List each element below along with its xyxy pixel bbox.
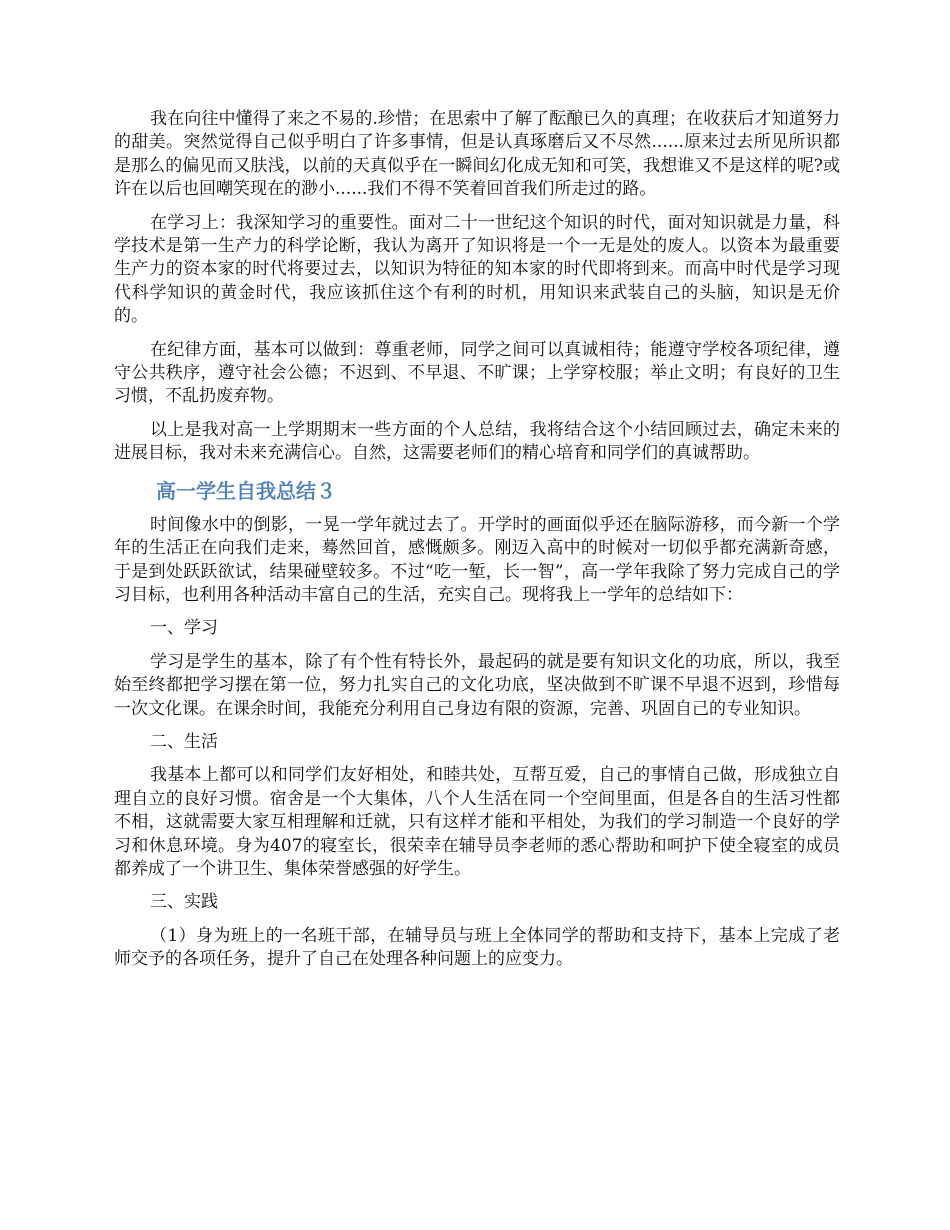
paragraph-part2: 我基本上都可以和同学们友好相处，和睦共处，互帮互爱，自己的事情自己做，形成独立自理自立的良好习惯。宿舍是一个大集体，八个人生活在同一个空间里面，但是各自的生活习性都不相，这就需要大家互相理解和迁就，只有这样才能和平相处，为我们的学习制造一个良好的学习和休息环境。身为407的寝室长，很荣幸在辅导员李老师的悉心帮助和呵护下使全寝室的成员都养成了一个讲卫生、集体荣誉感强的好学生。	[114, 765, 840, 879]
subheading-study: 一、学习	[150, 618, 218, 639]
document-page	[114, 108, 840, 982]
paragraph-discipline: 在纪律方面，基本可以做到：尊重老师，同学之间可以真诚相待；能遵守学校各项纪律，遵守公共秩序，遵守社会公德；不迟到、不早退、不旷课；上学穿校服；举止文明；有良好的卫生习惯，不乱扔废弃物。	[114, 339, 840, 407]
paragraph-reflection: 我在向往中懂得了来之不易的.珍惜；在思索中了解了酝酿已久的真理；在收获后才知道努力的甜美。突然觉得自己似乎明白了许多事情，但是认真琢磨后又不尽然......原来过去所见所识都是那么的偏见而又肤浅，以前的天真似乎在一瞬间幻化成无知和可笑，我想谁又不是这样的呢?或许在以后也回嘲笑现在的渺小......我们不得不笑着回首我们所走过的路。	[114, 109, 840, 200]
subheading-practice: 三、实践	[150, 892, 218, 913]
paragraph-conclusion: 以上是我对高一上学期期末一些方面的个人总结，我将结合这个小结回顾过去，确定未来的进展目标，我对未来充满信心。自然，这需要老师们的精心培育和同学们的真诚帮助。	[114, 419, 840, 464]
paragraph-study: 在学习上：我深知学习的重要性。面对二十一世纪这个知识的时代，面对知识就是力量，科学技术是第一生产力的科学论断，我认为离开了知识将是一个一无是处的废人。以资本为最重要生产力的资本家的时代将要过去，以知识为特征的知本家的时代即将到来。而高中时代是学习现代科学知识的黄金时代，我应该抓住这个有利的时机，用知识来武装自己的头脑，知识是无价的。	[114, 212, 840, 327]
subheading-life: 二、生活	[150, 731, 218, 752]
paragraph-intro: 时间像水中的倒影，一晃一学年就过去了。开学时的画面似乎还在脑际游移，而今新一个学年的生活正在向我们走来，蓦然回首，感慨颇多。刚迈入高中的时候对一切似乎都充满新奇感，于是到处跃跃欲试，结果碰壁较多。不过“吃一堑，长一智”，高一学年我除了努力完成自己的学习目标，也利用各种活动丰富自己的生活，充实自己。现将我上一学年的总结如下：	[114, 514, 840, 605]
section-title: 高一学生自我总结３	[156, 478, 336, 503]
paragraph-part1: 学习是学生的基本，除了有个性有特长外，最起码的就是要有知识文化的功底，所以，我至始至终都把学习摆在第一位，努力扎实自己的文化功底，坚决做到不旷课不早退不迟到，珍惜每一次文化课。在课余时间，我能充分利用自己身边有限的资源，完善、巩固自己的专业知识。	[114, 651, 840, 719]
paragraph-part3: （1）身为班上的一名班干部，在辅导员与班上全体同学的帮助和支持下，基本上完成了老师交予的各项任务，提升了自己在处理各种问题上的应变力。	[114, 925, 840, 970]
